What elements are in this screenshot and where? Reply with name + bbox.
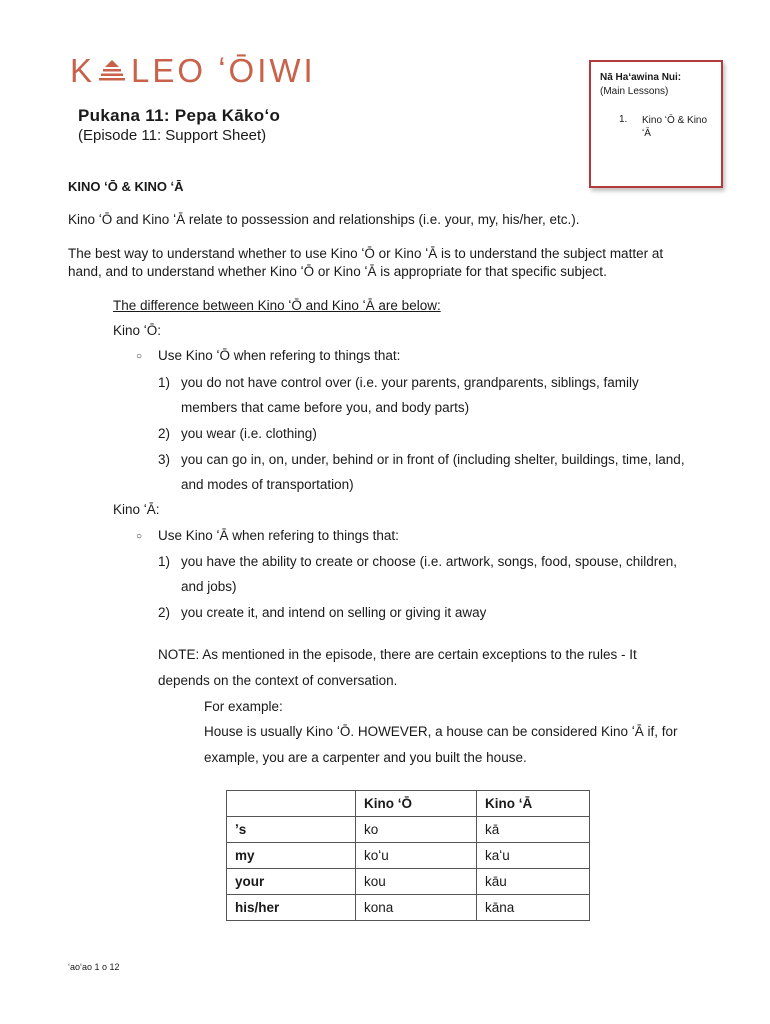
table-cell: kāu	[477, 869, 590, 895]
page-subtitle: (Episode 11: Support Sheet)	[78, 127, 267, 144]
table-cell: koʻu	[356, 843, 477, 869]
table-cell: my	[227, 843, 356, 869]
difference-heading: The difference between Kino ʻŌ and Kino ʻĀ are below:	[113, 298, 441, 313]
kino-o-label: Kino ʻŌ:	[113, 323, 162, 338]
example-text: example, you are a carpenter and you built the house.	[204, 750, 527, 765]
table-cell: his/her	[227, 895, 356, 921]
main-lessons-subtitle: (Main Lessons)	[600, 86, 669, 97]
kino-a-bullet: Use Kino ʻĀ when refering to things that:	[158, 528, 399, 543]
lesson-item: Kino ʻŌ & Kino ʻĀ	[642, 115, 708, 139]
list-item-text: members that came before you, and body parts)	[181, 400, 470, 415]
list-item-text: you do not have control over (i.e. your parents, grandparents, siblings, family	[181, 375, 639, 390]
list-number: 1)	[158, 375, 171, 390]
list-number: 3)	[158, 452, 171, 467]
table-header-cell: Kino ʻĀ	[477, 791, 590, 817]
table-cell: kaʻu	[477, 843, 590, 869]
table-row	[227, 869, 590, 895]
kino-o-bullet: Use Kino ʻŌ when refering to things that:	[158, 348, 401, 363]
table-cell: kāna	[477, 895, 590, 921]
table-header-cell: Kino ʻŌ	[356, 791, 477, 817]
list-item-text: you create it, and intend on selling or giving it away	[181, 605, 487, 620]
logo-wordmark: LEO ʻŌIWI	[131, 51, 316, 89]
page-title: Pukana 11: Pepa Kākoʻo	[78, 106, 281, 125]
paragraph-line: The best way to understand whether to use Kino ʻŌ or Kino ʻĀ is to understand the subject matter at	[68, 246, 664, 261]
table-cell: kou	[356, 869, 477, 895]
list-number: 1)	[158, 554, 171, 569]
section-heading: KINO ʻŌ & KINO ʻĀ	[68, 179, 184, 194]
logo-mark-icon	[99, 58, 125, 82]
list-item-text: and modes of transportation)	[181, 477, 354, 492]
table-cell: ko	[356, 817, 477, 843]
bullet-circle-icon: ○	[136, 351, 143, 362]
example-label: For example:	[204, 699, 283, 714]
page-footer: ʻaoʻao 1 o 12	[68, 962, 120, 972]
table-row	[227, 817, 590, 843]
table-cell: kona	[356, 895, 477, 921]
table-cell: your	[227, 869, 356, 895]
leo-oiwi-logo	[70, 50, 316, 90]
table-cell: ʼs	[227, 817, 356, 843]
table-row	[227, 895, 590, 921]
kino-a-label: Kino ʻĀ:	[113, 502, 160, 517]
note-text: depends on the context of conversation.	[158, 673, 398, 688]
list-item-text: you wear (i.e. clothing)	[181, 426, 317, 441]
paragraph-line: hand, and to understand whether Kino ʻŌ or Kino ʻĀ is appropriate for that specific subject.	[68, 264, 607, 279]
possessive-table	[226, 790, 590, 921]
intro-paragraph: Kino ʻŌ and Kino ʻĀ relate to possession and relationships (i.e. your, my, his/her, etc.).	[68, 212, 580, 227]
main-lessons-title: Nā Haʻawina Nui:	[600, 72, 682, 83]
logo-letter: K	[70, 51, 96, 89]
example-text: House is usually Kino ʻŌ. HOWEVER, a house can be considered Kino ʻĀ if, for	[204, 724, 678, 739]
list-item-text: you can go in, on, under, behind or in front of (including shelter, buildings, time, land,	[181, 452, 685, 467]
bullet-circle-icon: ○	[136, 531, 143, 542]
table-cell: kā	[477, 817, 590, 843]
table-header-cell	[227, 791, 356, 817]
list-item-text: you have the ability to create or choose (i.e. artwork, songs, food, spouse, children,	[181, 554, 678, 569]
main-lessons-box	[589, 60, 723, 188]
table-header-row	[227, 791, 590, 817]
table-row	[227, 843, 590, 869]
note-text: NOTE: As mentioned in the episode, there are certain exceptions to the rules - It	[158, 647, 637, 662]
lesson-number: 1.	[619, 114, 628, 125]
list-number: 2)	[158, 426, 171, 441]
list-number: 2)	[158, 605, 171, 620]
list-item-text: and jobs)	[181, 579, 237, 594]
